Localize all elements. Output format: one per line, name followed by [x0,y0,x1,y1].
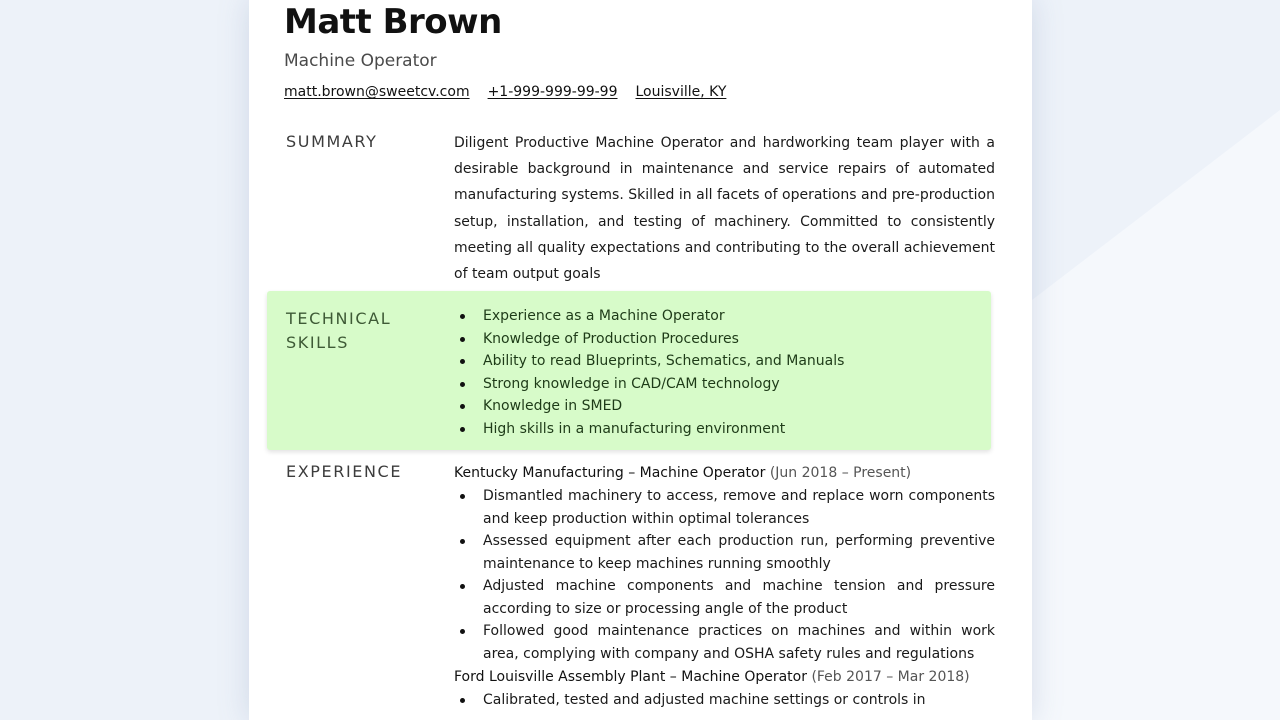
list-item: Knowledge of Production Procedures [454,328,844,351]
phone-link[interactable]: +1-999-999-99-99 [487,84,618,100]
list-item: Calibrated, tested and adjusted machine settings or controls in [454,689,995,712]
list-item: Assessed equipment after each production run, performing preventive maintenance to keep machines running smoothly [454,530,995,575]
job-company-role: Ford Louisville Assembly Plant – Machine Operator [454,669,807,685]
list-item: Ability to read Blueprints, Schematics, and Manuals [454,350,844,373]
candidate-title: Machine Operator [284,51,437,71]
technical-skills-section[interactable] [267,291,991,450]
job-bullets [454,689,995,712]
list-item: Dismantled machinery to access, remove and replace worn components and keep production within optimal tolerances [454,485,995,530]
skills-heading-line2: SKILLS [286,333,349,352]
job-header [454,665,995,689]
skills-heading [286,307,391,355]
skills-list [454,305,844,440]
experience-section [454,461,995,712]
list-item: Followed good maintenance practices on machines and within work area, complying with company and OSHA safety rules and regulations [454,620,995,665]
contact-row [284,83,726,101]
skills-heading-line1: TECHNICAL [286,309,392,328]
list-item: Experience as a Machine Operator [454,305,844,328]
list-item: Strong knowledge in CAD/CAM technology [454,373,844,396]
job-dates: (Feb 2017 – Mar 2018) [811,669,970,685]
location-link[interactable]: Louisville, KY [635,84,727,100]
candidate-name: Matt Brown [284,2,502,42]
experience-heading: EXPERIENCE [286,462,403,481]
job-bullets [454,485,995,665]
summary-heading: SUMMARY [286,132,378,151]
job-dates: (Jun 2018 – Present) [769,465,912,481]
email-link[interactable]: matt.brown@sweetcv.com [284,84,470,100]
summary-text: Diligent Productive Machine Operator and hardworking team player with a desirable background in maintenance and service repairs of automated manufacturing systems. Skilled in all facets of operations and pre-production setup, installation, and testing of machinery. Committed to consistently meeting all quality expectations and contributing to the overall achievement of team output goals [454,135,995,283]
list-item: High skills in a manufacturing environment [454,418,844,441]
list-item: Adjusted machine components and machine tension and pressure according to size or processing angle of the product [454,575,995,620]
job-header [454,461,995,485]
resume-page [249,0,1032,720]
list-item: Knowledge in SMED [454,395,844,418]
job-company-role: Kentucky Manufacturing – Machine Operator [454,465,766,481]
